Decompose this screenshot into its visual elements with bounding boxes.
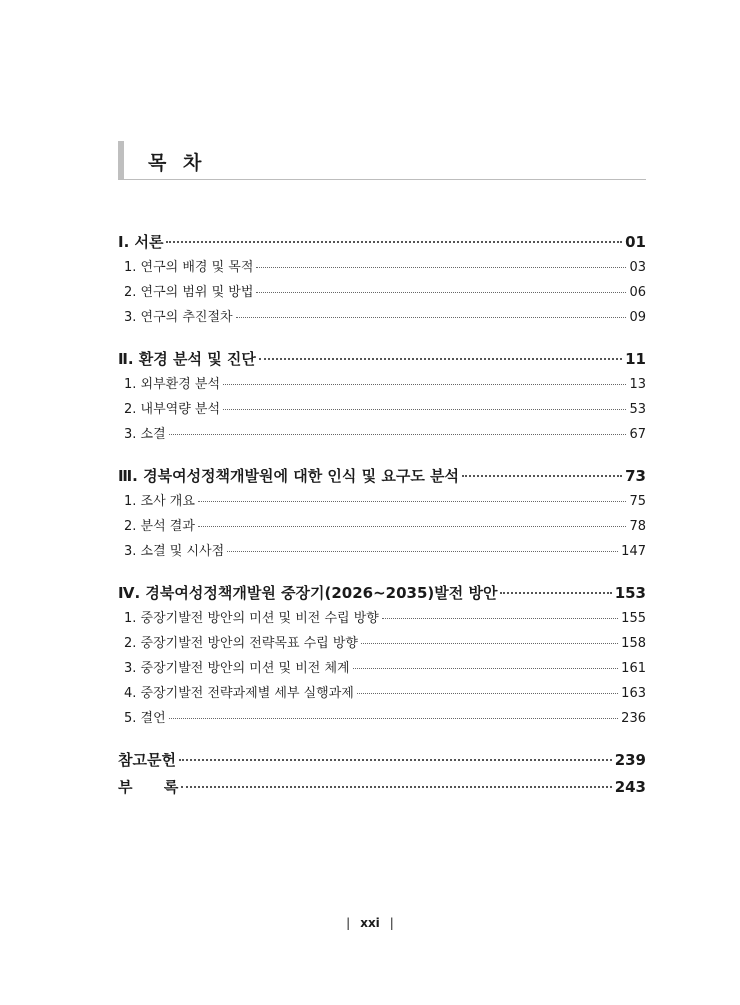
toc-item-entry[interactable]	[118, 706, 646, 731]
references-label: 참고문헌	[118, 751, 176, 769]
page-footer	[0, 916, 740, 930]
toc-item-entry[interactable]	[118, 681, 646, 706]
toc-item-entry[interactable]	[118, 489, 646, 514]
item-label: 1. 조사 개요	[124, 494, 195, 509]
dot-leader	[166, 241, 622, 243]
references-page: 239	[614, 751, 646, 769]
toc-item-entry[interactable]	[118, 656, 646, 681]
item-label: 3. 연구의 추진절차	[124, 310, 233, 325]
item-label: 1. 외부환경 분석	[124, 377, 221, 392]
toc-references-entry[interactable]	[118, 747, 646, 774]
toc-chapter-entry[interactable]	[118, 580, 646, 606]
chapter-page: 01	[625, 233, 646, 251]
chapter-label: Ⅰ. 서론	[118, 233, 164, 251]
chapter-page: 11	[625, 350, 646, 368]
dot-leader	[500, 592, 611, 594]
toc-item-entry[interactable]	[118, 631, 646, 656]
item-label: 1. 연구의 배경 및 목적	[124, 260, 254, 275]
item-label: 2. 중장기발전 방안의 전략목표 수립 방향	[124, 636, 358, 651]
dot-leader	[357, 693, 618, 694]
dot-leader	[227, 551, 618, 552]
item-page: 161	[621, 661, 646, 676]
item-page: 163	[621, 686, 646, 701]
dot-leader	[462, 475, 622, 477]
dot-leader	[223, 384, 626, 385]
dot-leader	[259, 358, 622, 360]
chapter-label: Ⅲ. 경북여성정책개발원에 대한 인식 및 요구도 분석	[118, 467, 460, 485]
toc-chapter-entry[interactable]	[118, 229, 646, 255]
item-page: 53	[629, 402, 646, 417]
dot-leader	[169, 718, 619, 719]
appendix-label: 부 록	[118, 778, 179, 796]
chapter-page: 73	[625, 467, 646, 485]
item-label: 2. 분석 결과	[124, 519, 195, 534]
dot-leader	[198, 526, 627, 527]
toc-section	[118, 580, 646, 731]
item-label: 3. 중장기발전 방안의 미션 및 비전 체계	[124, 661, 350, 676]
dot-leader	[181, 786, 611, 788]
page-number: xxi	[360, 916, 380, 930]
item-page: 236	[621, 711, 646, 726]
toc-item-entry[interactable]	[118, 305, 646, 330]
footer-separator: |	[389, 916, 394, 930]
dot-leader	[361, 643, 618, 644]
chapter-page: 153	[614, 584, 646, 602]
toc-item-entry[interactable]	[118, 422, 646, 447]
item-page: 78	[629, 519, 646, 534]
dot-leader	[223, 409, 626, 410]
table-of-contents	[118, 229, 646, 801]
item-label: 2. 연구의 범위 및 방법	[124, 285, 254, 300]
chapter-label: Ⅳ. 경북여성정책개발원 중장기(2026~2035)발전 방안	[118, 584, 498, 602]
toc-section	[118, 229, 646, 330]
item-label: 3. 소결 및 시사점	[124, 544, 225, 559]
toc-title-box	[118, 141, 646, 180]
toc-item-entry[interactable]	[118, 280, 646, 305]
title-accent-bar	[118, 141, 124, 179]
toc-item-entry[interactable]	[118, 606, 646, 631]
dot-leader	[198, 501, 627, 502]
dot-leader	[256, 292, 626, 293]
dot-leader	[382, 618, 618, 619]
item-label: 3. 소결	[124, 427, 166, 442]
item-page: 75	[629, 494, 646, 509]
item-label: 4. 중장기발전 전략과제별 세부 실행과제	[124, 686, 354, 701]
item-page: 09	[629, 310, 646, 325]
item-page: 06	[629, 285, 646, 300]
toc-item-entry[interactable]	[118, 255, 646, 280]
appendix-page: 243	[614, 778, 646, 796]
toc-chapter-entry[interactable]	[118, 346, 646, 372]
toc-item-entry[interactable]	[118, 372, 646, 397]
item-label: 2. 내부역량 분석	[124, 402, 221, 417]
page-title: 목 차	[148, 152, 207, 174]
item-label: 5. 결언	[124, 711, 166, 726]
toc-section	[118, 346, 646, 447]
item-label: 1. 중장기발전 방안의 미션 및 비전 수립 방향	[124, 611, 379, 626]
item-page: 158	[621, 636, 646, 651]
toc-section	[118, 463, 646, 564]
footer-separator: |	[346, 916, 351, 930]
chapter-label: Ⅱ. 환경 분석 및 진단	[118, 350, 256, 368]
dot-leader	[169, 434, 627, 435]
toc-item-entry[interactable]	[118, 539, 646, 564]
toc-chapter-entry[interactable]	[118, 463, 646, 489]
dot-leader	[179, 759, 612, 761]
item-page: 147	[621, 544, 646, 559]
dot-leader	[353, 668, 619, 669]
toc-item-entry[interactable]	[118, 397, 646, 422]
item-page: 155	[621, 611, 646, 626]
toc-item-entry[interactable]	[118, 514, 646, 539]
item-page: 03	[629, 260, 646, 275]
toc-appendix-entry[interactable]	[118, 774, 646, 801]
dot-leader	[236, 317, 627, 318]
item-page: 13	[629, 377, 646, 392]
toc-back-matter	[118, 747, 646, 801]
dot-leader	[256, 267, 626, 268]
item-page: 67	[629, 427, 646, 442]
